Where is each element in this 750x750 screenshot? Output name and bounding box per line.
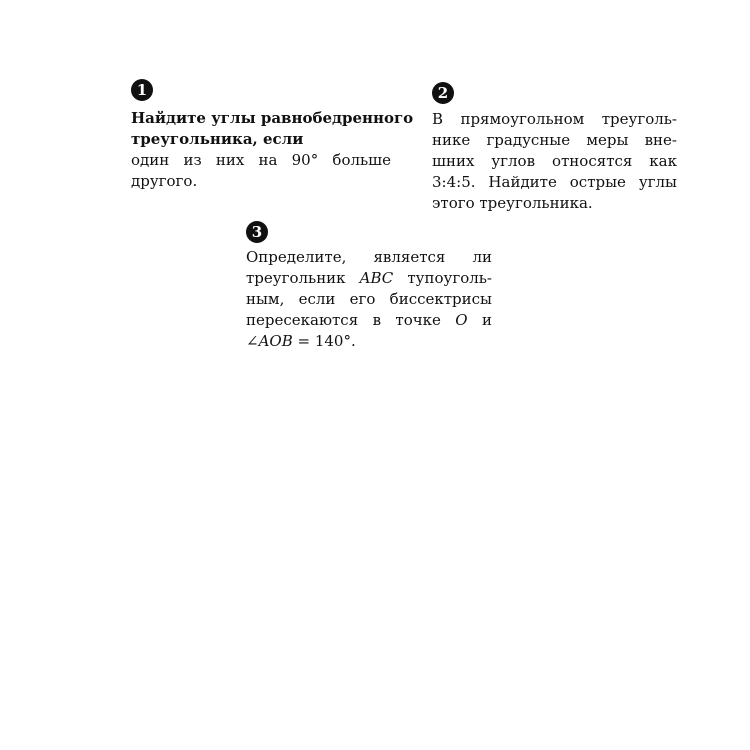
problem-1-title-line-1: Найдите углы равнобедренного: [131, 109, 414, 127]
problem-3-line-5: [246, 331, 492, 352]
problem-2-line-1: В прямоугольном треуголь-: [432, 110, 677, 128]
problem-3: [246, 221, 492, 352]
problem-1-body-line-2: другого.: [131, 172, 198, 190]
problem-2-text: [432, 109, 677, 214]
problem-1-title-line-2: треугольника, если: [131, 130, 304, 148]
problem-3-line-2-post: тупоуголь-: [393, 269, 493, 287]
problem-3-line-4-post: и: [467, 311, 492, 329]
problem-1-text: [131, 108, 414, 192]
problem-3-line-5-post: = 140°.: [292, 332, 356, 350]
angle-aob-label: AOB: [258, 332, 293, 350]
problem-3-text: [246, 247, 492, 352]
problem-3-line-4-pre: пересекаются в точке: [246, 311, 456, 329]
problem-3-line-2-pre: треугольник: [246, 269, 360, 287]
problem-3-line-2: [246, 268, 492, 289]
point-o-label: O: [455, 311, 468, 329]
problem-number-badge: 1: [131, 79, 153, 101]
triangle-abc-label: ABC: [359, 269, 394, 287]
problem-2: [432, 82, 677, 214]
problem-1-body-line-1: один из них на 90° больше: [131, 151, 391, 169]
problem-2-line-2: нике градусные меры вне-: [432, 131, 677, 149]
problem-3-line-4: [246, 310, 492, 331]
problem-number-badge: 2: [432, 82, 454, 104]
problem-number-badge: 3: [246, 221, 268, 243]
problem-2-line-4: 3:4:5. Найдите острые углы: [432, 173, 677, 191]
problem-3-line-3: ным, если его биссектрисы: [246, 290, 492, 308]
problem-2-line-3: шних углов относятся как: [432, 152, 677, 170]
problem-2-line-5: этого треугольника.: [432, 194, 593, 212]
problem-1: [131, 79, 414, 192]
problem-3-line-1: Определите, является ли: [246, 248, 492, 266]
angle-icon: ∠: [246, 332, 259, 350]
